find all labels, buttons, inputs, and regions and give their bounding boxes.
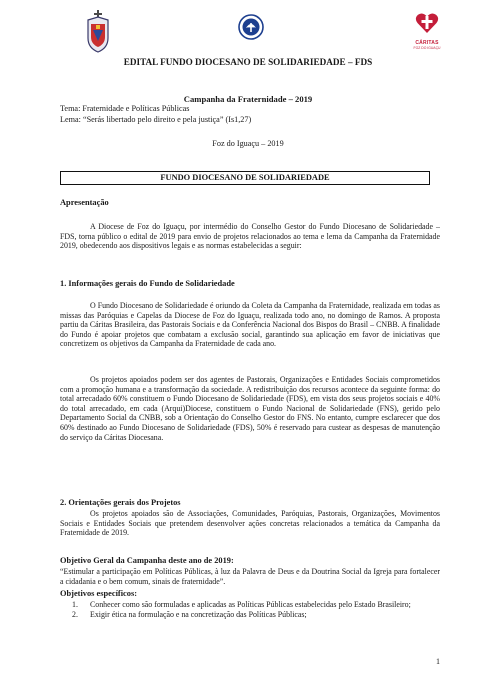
cnbb-logo-icon [238, 14, 264, 40]
place-date: Foz do Iguaçu – 2019 [212, 139, 284, 148]
section-title-box: FUNDO DIOCESANO DE SOLIDARIEDADE [60, 171, 430, 185]
campaign-theme: Tema: Fraternidade e Políticas Públicas [60, 104, 190, 113]
objetivos-especificos-heading: Objetivos específicos: [60, 589, 137, 598]
page-number: 1 [436, 657, 440, 666]
objetivos-especificos-list [60, 600, 440, 619]
campaign-motto: Lema: “Serás libertado pelo direito e pela justiça” (Is1,27) [60, 115, 252, 124]
campaign-title: Campanha da Fraternidade – 2019 [183, 94, 313, 104]
list-item [60, 610, 440, 620]
section-1-paragraph-2: Os projetos apoiados podem ser dos agentes de Pastorais, Organizações e Entidades Sociais comprometidos com a promoção humana e a transformação da sociedade. A redistribuição dos recursos acontece da seguinte forma: do total arrecadado 60% constituem o Fundo Diocesano de Solidariedade (FDS), em vista dos seus projetos sociais e 40% do total arrecadado, em cada (Arqui)Diocese, constituem o Fundo Nacional de Solidariedade (FNS), gerido pelo Departamento Social da CNBB, sob a Orientação do Conselho Gestor do FNS. No entanto, cumpre esclarecer que dos 60% destinado ao Fundo Diocesano de Solidariedade (FDS), 50% é reservado para custear as despesas de manutenção do serviço da Cáritas Diocesana. [60, 375, 440, 442]
list-item-text: Conhecer como são formuladas e aplicadas as Políticas Públicas estabelecidas pelo Estado Brasileiro; [90, 600, 411, 609]
diocese-logo-icon [84, 10, 112, 54]
apresentacao-heading: Apresentação [60, 198, 109, 207]
section-2-paragraph: Os projetos apoiados são de Associações, Comunidades, Paróquias, Pastorais, Organizações, Movimentos Sociais e Entidades Sociais que pretendem desenvolver ações concretas relacionados a temática da Campanha da Fraternidade de 2019. [60, 509, 440, 538]
objetivo-geral-text: “Estimular a participação em Políticas Públicas, à luz da Palavra de Deus e da Doutrina Social da Igreja para fortalecer a cidadania e o bem comum, sinais de fraternidade”. [60, 567, 440, 586]
list-item [60, 600, 440, 610]
caritas-heart-icon [415, 12, 439, 34]
list-item-number: 2. [72, 609, 78, 619]
apresentacao-paragraph: A Diocese de Foz do Iguaçu, por intermédio do Conselho Gestor do Fundo Diocesano de Solidariedade – FDS, torna público o edital de 2019 para envio de projetos relacionados ao tema e lema da Campanha da Fraternidade 2019, obedecendo aos dispositivos legais e as normas estabelecidas a seguir: [60, 222, 440, 251]
document-title: EDITAL FUNDO DIOCESANO DE SOLIDARIEDADE – FDS [123, 57, 373, 67]
caritas-logo [412, 12, 442, 50]
caritas-logo-text: CÁRITAS [415, 40, 439, 46]
caritas-logo-subtext: FOZ DO IGUAÇU [413, 46, 441, 50]
objetivo-geral-heading: Objetivo Geral da Campanha deste ano de 2019: [60, 556, 234, 565]
list-item-number: 1. [72, 600, 78, 609]
section-1-heading: 1. Informações gerais do Fundo de Solidariedade [60, 279, 235, 288]
section-1-paragraph-1: O Fundo Diocesano de Solidariedade é oriundo da Coleta da Campanha da Fraternidade, realizada em todas as missas das Paróquias e Capelas da Diocese de Foz do Iguaçu, realizada todo ano, no domingo de Ramos. A proposta partiu da Cáritas Brasileira, das Pastorais Sociais e da Conferência Nacional dos Bispos do Brasil – CNBB. A finalidade do Fundo é apoiar projetos que combatam a exclusão social, garantindo sua aplicação em favor de iniciativas que concretizem os objetivos da Campanha da Fraternidade de cada ano. [60, 301, 440, 349]
list-item-text: Exigir ética na formulação e na concretização das Políticas Públicas; [90, 609, 307, 619]
section-2-heading: 2. Orientações gerais dos Projetos [60, 498, 181, 507]
